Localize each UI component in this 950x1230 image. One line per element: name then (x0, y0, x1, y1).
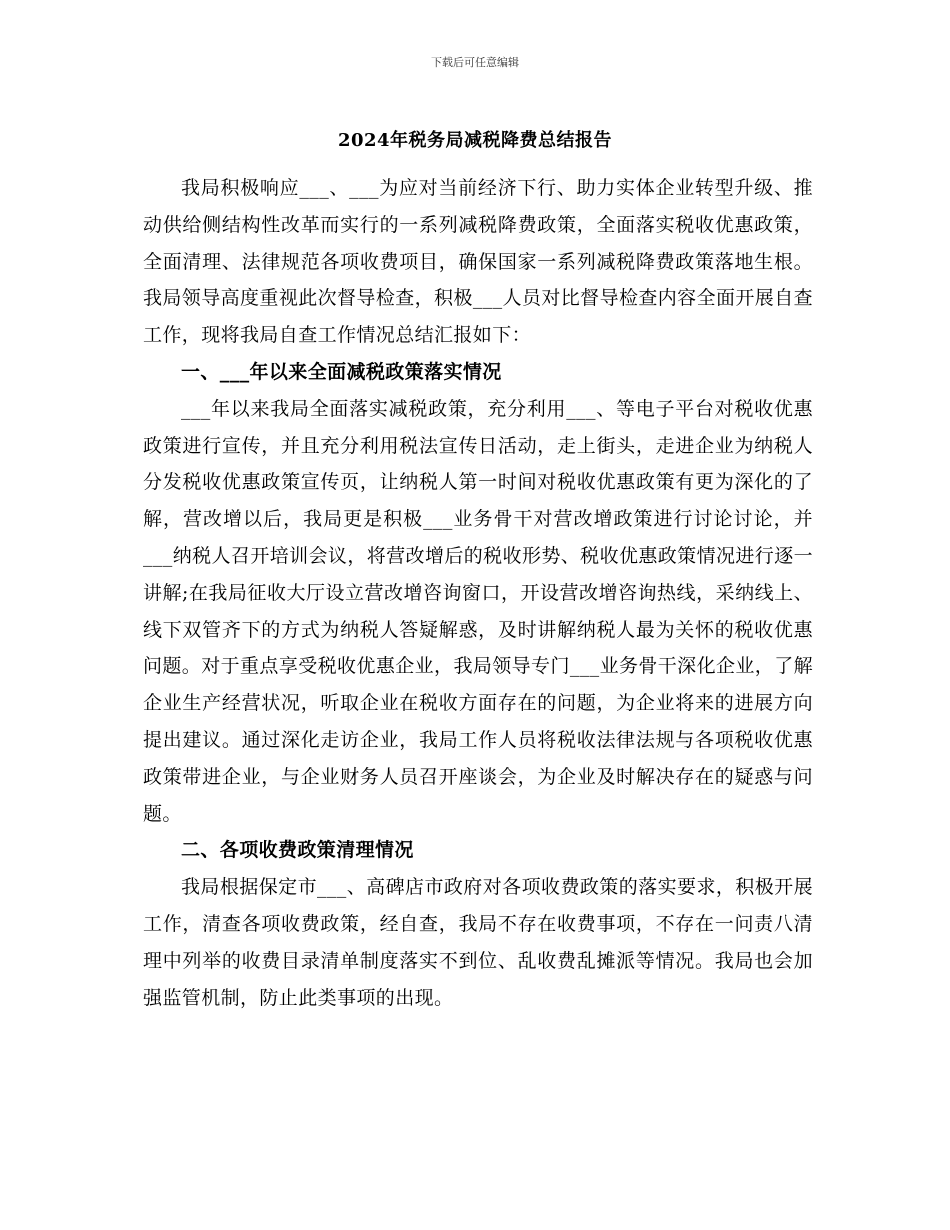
page-title: 2024年税务局减税降费总结报告 (337, 130, 613, 151)
section-2-paragraph: 我局根据保定市___、高碑店市政府对各项收费政策的落实要求，积极开展工作，清查各项收费政策，经自查，我局不存在收费事项，不存在一问责八清理中列举的收费目录清单制度落实不到位、乱收费乱摊派等情况。我局也会加强监管机制，防止此类事项的出现。 (143, 876, 813, 1009)
section-heading-2: 二、各项收费政策清理情况 (181, 839, 414, 862)
document-body (143, 170, 813, 1016)
section-1-paragraph: ___年以来我局全面落实减税政策，充分利用___、等电子平台对税收优惠政策进行宣传，并且充分利用税法宣传日活动，走上街头，走进企业为纳税人分发税收优惠政策宣传页，让纳税人第一时间对税收优惠政策有更为深化的了解，营改增以后，我局更是积极___业务骨干对营改增政策进行讨论讨论，并___纳税人召开培训会议，将营改增后的税收形势、税收优惠政策情况进行逐一讲解;在我局征收大厅设立营改增咨询窗口，开设营改增咨询热线，采纳线上、线下双管齐下的方式为纳税人答疑解惑，及时讲解纳税人最为关怀的税收优惠问题。对于重点享受税收优惠企业，我局领导专门___业务骨干深化企业，了解企业生产经营状况，听取企业在税收方面存在的问题，为企业将来的进展方向提出建议。通过深化走访企业，我局工作人员将税收法律法规与各项税收优惠政策带进企业，与企业财务人员召开座谈会，为企业及时解决存在的疑惑与问题。 (143, 397, 813, 825)
section-heading-1: 一、___年以来全面减税政策落实情况 (181, 360, 502, 383)
header-note: 下载后可任意编辑 (431, 56, 519, 69)
intro-paragraph: 我局积极响应___、___为应对当前经济下行、助力实体企业转型升级、推动供给侧结构性改革而实行的一系列减税降费政策，全面落实税收优惠政策，全面清理、法律规范各项收费项目，确保国家一系列减税降费政策落地生根。我局领导高度重视此次督导检查，积极___人员对比督导检查内容全面开展自查工作，现将我局自查工作情况总结汇报如下： (143, 177, 813, 347)
